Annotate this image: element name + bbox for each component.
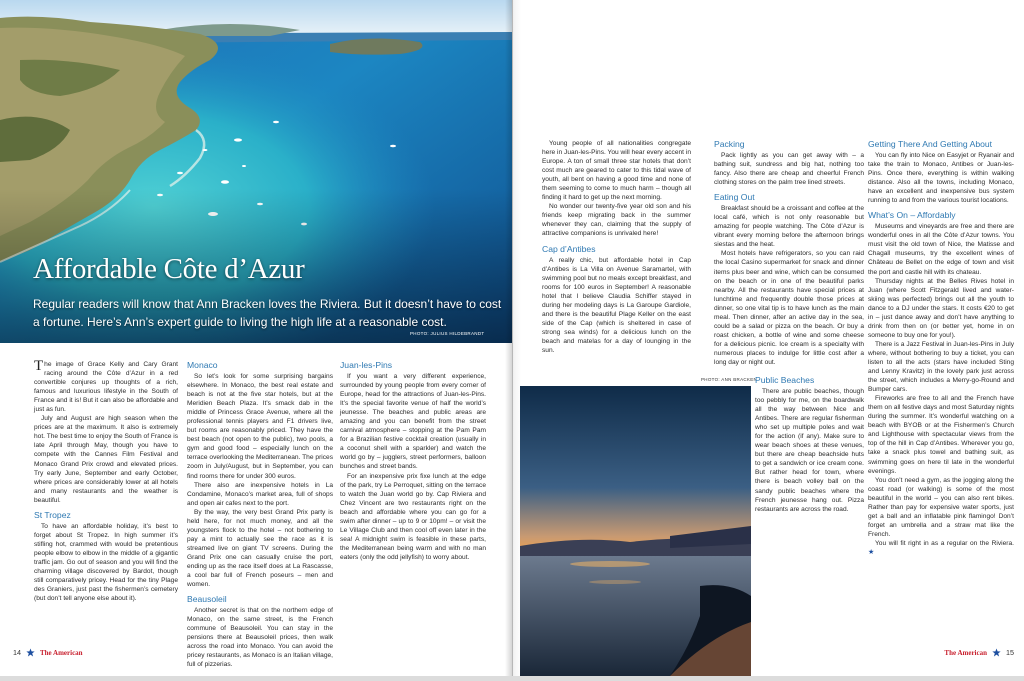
sunset-harbour-photo	[520, 386, 751, 676]
paragraph: July and August are high season when the prices are at the maximum. It also is extremely hot. The best time to enjoy the South of France is late April through May, though you have to compete with the Cannes Film Festival and Monaco Grand Prix crowd and elevated prices. Try early June, September and early October, where prices are considerably lower at all hotels and many restaurants and the weather is beautiful.	[34, 415, 178, 504]
paragraph: A really chic, but affordable hotel in Cap d’Antibes is La Villa on Avenue Saramartel, with swimming pool but no meals except breakfast, and rooms for 100 euros in September! A reasonable hotel that I believe Claudia Schiffer stayed in during her modeling days is La Garoupe Gardiole, and there is the beautiful Plage Keller on the east side of the Cap (which is sheltered in case of strong sea winds) for a delicious lunch on the beach and matelas for a day of lounging in the sun.	[542, 256, 691, 354]
paragraph: Pack lightly as you can get away with – a bathing suit, sundress and big hat, nothing too fancy. Also there are cheap and cheerful French clothing stores on the palm tree lined streets.	[714, 152, 864, 187]
left-footer	[13, 648, 83, 657]
paragraph: You don’t need a gym, as the jogging along the coast road (or walking) is some of the most beautiful in the world – you can also rent bikes. Rather than pay for expensive water sports, just get a ball and an inflatable pink flamingo! Don’t forget an umbrella and a straw mat like the French.	[868, 476, 1014, 538]
section-heading-whats-on: What’s On – Affordably	[868, 210, 956, 221]
paragraph: You can fly into Nice on Easyjet or Ryanair and take the train to Monaco, Antibes or Juan-les-Pins. Once there, everything is within walking distance. Also all the towns, including Monaco, have an excellent and inexpensive bus system running to and from the various tourist locations.	[868, 152, 1014, 205]
photo-credit: PHOTO: JULIUS HILDEBRANDT	[410, 331, 485, 336]
page-number: 14	[13, 648, 21, 657]
paragraph: Fireworks are free to all and the French have them on all festive days and most Saturday nights during the summer. It’s wonderful watching on a beach with BYOB or at the Fishermen’s Church and Lighthouse with spectacular views from the top of the hill in Cap d’Antibes. Wherever you go, take a snack plus towel and bathing suit, as swimming goes on here til late in the wonderful evenings.	[868, 395, 1014, 475]
paragraph: By the way, the very best Grand Prix party is held here, for not much money, and all the youngsters flock to the hotel – not bothering to pay a mint to actually see the race as it is streamed live on giant TV screens. During the Grand Prix one can casually cruise the port, ending up as the race itself does at La Rascasse, a cool bar full of French poseurs – men and women.	[187, 508, 333, 589]
magazine-star-icon	[992, 648, 1001, 657]
right-page	[513, 0, 1024, 676]
section-heading-juan-les-pins: Juan-les-Pins	[340, 360, 393, 370]
closing-paragraph: You will fit right in as a regular on the Riviera. ★	[868, 539, 1014, 556]
left-page	[0, 0, 512, 676]
paragraph: Museums and vineyards are free and there are wonderful ones in all the Côte d’Azur towns. You must visit the old town of Nice, the Matisse and Chagall museums, try the excellent wines of Château de Bellet on the edge of town and visit the port and castle hill with its chateau.	[868, 223, 1014, 276]
section-heading-st-tropez: St Tropez	[34, 509, 71, 520]
intro-paragraph: The image of Grace Kelly and Cary Grant racing around the Côte d’Azur in a red convertible conjures up thoughts of a rich, famous and luxurious lifestyle in the South of France and it is! But it can also be affordable and just as fun.	[34, 358, 178, 414]
section-heading-packing: Packing	[714, 139, 745, 149]
drop-cap: T	[34, 358, 44, 374]
page-number: 15	[1006, 648, 1014, 657]
text-column-4	[542, 139, 691, 354]
end-star-icon: ★	[868, 548, 875, 556]
text-column-7	[868, 139, 1014, 628]
paragraph: Breakfast should be a croissant and coffee at the local café, which is not only reasonable but amazing for people watching. The Côte d’Azur is vibrant every morning before the afternoon brings siestas and the heat.	[714, 205, 864, 249]
paragraph: Thursday nights at the Belles Rives hotel in Juan (where Scott Fitzgerald lived and water-skiing was perfected) brings out all the youth to dance to a DJ under the stars. It costs €20 to get in – just dance away and don’t have anything to drink from then on (or better yet, home in on someone to buy one for you!).	[868, 277, 1014, 339]
article-title: Affordable Côte d’Azur	[33, 253, 305, 285]
paragraph: There also are inexpensive hotels in La Condamine, Monaco’s market area, full of shops and open air cafes next to the port.	[187, 481, 333, 507]
section-heading-beausoleil: Beausoleil	[187, 594, 227, 605]
paragraph: Most hotels have refrigerators, so you can raid the local Casino supermarket for snack and dinner items plus beer and wine, which can be consumed on the beach or in one of the beautiful parks nearby. All the restaurants have special prices at lunchtime and frequently double those prices at dinner, so one vital tip is to have lunch as the main meal. Then dinner, after an active day in the sea, could be a salad or pizza on the beach. Or buy a roast chicken, a bottle of wine and some cheese for a delicious picnic. Ice cream is a specialty with numerous places to indulge for little cost after a long day or night out.	[714, 250, 864, 366]
paragraph: Another secret is that on the northern edge of Monaco, on the same street, is the French commune of Beausoleil. You can stay in the pensions there at Beausoleil prices, then walk across the road into Monaco. You can avoid the pricey restaurants, as Monaco is an Italian village, full of pizzerias.	[187, 607, 333, 669]
sunset-photo	[520, 386, 751, 676]
text-column-5	[714, 139, 864, 375]
photo-credit: PHOTO: ANN BRACKEN	[701, 377, 758, 382]
magazine-name: The American	[40, 648, 83, 657]
section-heading-eating-out: Eating Out	[714, 192, 755, 203]
paragraph: So let’s look for some surprising bargains elsewhere. In Monaco, the best real estate and beach is not at the five star hotels, but at the Meridien Beach Plaza. It’s smack dab in the middle of Princess Grace Avenue, where all the professional tennis players and F1 drivers live, but rooms are reasonably priced. They have the best beach (not open to the public), two pools, a gym and good food – especially lunch on the terrace overlooking the Mediterranean. The prices zoom in July/August, but in September, you can find rooms there for under 300 euros.	[187, 373, 333, 480]
paragraph: Young people of all nationalities congregate here in Juan-les-Pins. You will hear every accent in Europe. A ton of small three star hotels that don’t cost much are geared to cater to this tidal wave of youth, all bent on having a good time and none of them seeming to come to much harm – though all finding it hard to get up the next morning.	[542, 140, 691, 202]
section-heading-monaco: Monaco	[187, 360, 218, 370]
paragraph: If you want a very different experience, surrounded by young people from every corner of Europe, head for the attractions of Juan-les-Pins. It’s the special favorite venue of half the world’s jeunesse. The beaches and public areas are amazing and you can benefit from the street carnival atmosphere – stopping at the Pam Pam for a Brazilian festive cocktail creation (usually in a coconut shell with a sparkler) and watch the world go by – jugglers, street performers, balloon bunches and street bands.	[340, 373, 486, 471]
text-column-1	[34, 360, 178, 628]
text-column-3	[340, 360, 486, 628]
magazine-name: The American	[944, 648, 987, 657]
section-heading-public-beaches: Public Beaches	[755, 375, 815, 385]
paragraph: There is a Jazz Festival in Juan-les-Pins in July where, without bothering to buy a ticket, you can listen to all the acts (stars have included Sting and Lenny Kravitz) in the lovely park just across the street, which includes a Merry-go-Round and Bumper cars.	[868, 340, 1014, 394]
right-footer	[944, 648, 1014, 657]
paragraph: There are public beaches, though too pebbly for me, on the boardwalk all the way between Nice and Antibes. There are regular fisherman who set up multiple poles and wait for the action (if any). Make sure to wear beach shoes at these venues, but there are cheap beachside huts to get a sandwich or ice cream cone. But rather head for town, where there is beach volley ball on the sandy public beaches where the French jeunesse hang out. Pizza restaurants are across the road.	[755, 388, 864, 513]
text-column-2	[187, 360, 333, 669]
paragraph: No wonder our twenty-five year old son and his friends keep migrating back in the summer whenever they can, claiming that the supply of attractive companions is unrivaled here!	[542, 203, 691, 238]
magazine-star-icon	[26, 648, 35, 657]
section-heading-getting-there: Getting There And Getting About	[868, 139, 993, 149]
hero-photo	[0, 0, 512, 343]
article-subtitle: Regular readers will know that Ann Bracken loves the Riviera. But it doesn’t have to cost a fortune. Here’s Ann’s expert guide to living the high life at a reasonable cost.	[33, 297, 502, 329]
paragraph: For an inexpensive prix fixe lunch at the edge of the park, try Le Perroquet, sitting on the terrace to watch the Juan world go by. Cap Riviera and Chez Vincent are two restaurants right on the beach and affordable where you can go for a swim after dinner – up to 9 or 10pm! – or visit the Le Village Club and then cool off even later in the sea! A midnight swim is feasible in these parts, the Mediterranean being warm and with no man eaters (only the odd jellyfish) to worry about.	[340, 472, 486, 561]
text-column-6	[755, 375, 864, 628]
paragraph: To have an affordable holiday, it’s best to forget about St Tropez. In high summer it’s stifling hot, crammed with would be pretentious people elbow to elbow in the middle of a gigantic traffic jam. Go out of season and you will find the charming village discovered by Bardot, though still comparatively pricey. Head for the tiny Plage des Graniers, just past the fishermen’s cemetery (but don’t tell anyone else about it).	[34, 522, 178, 603]
section-heading-cap-antibes: Cap d’Antibes	[542, 243, 596, 254]
coastline-aerial-photo	[0, 0, 512, 343]
